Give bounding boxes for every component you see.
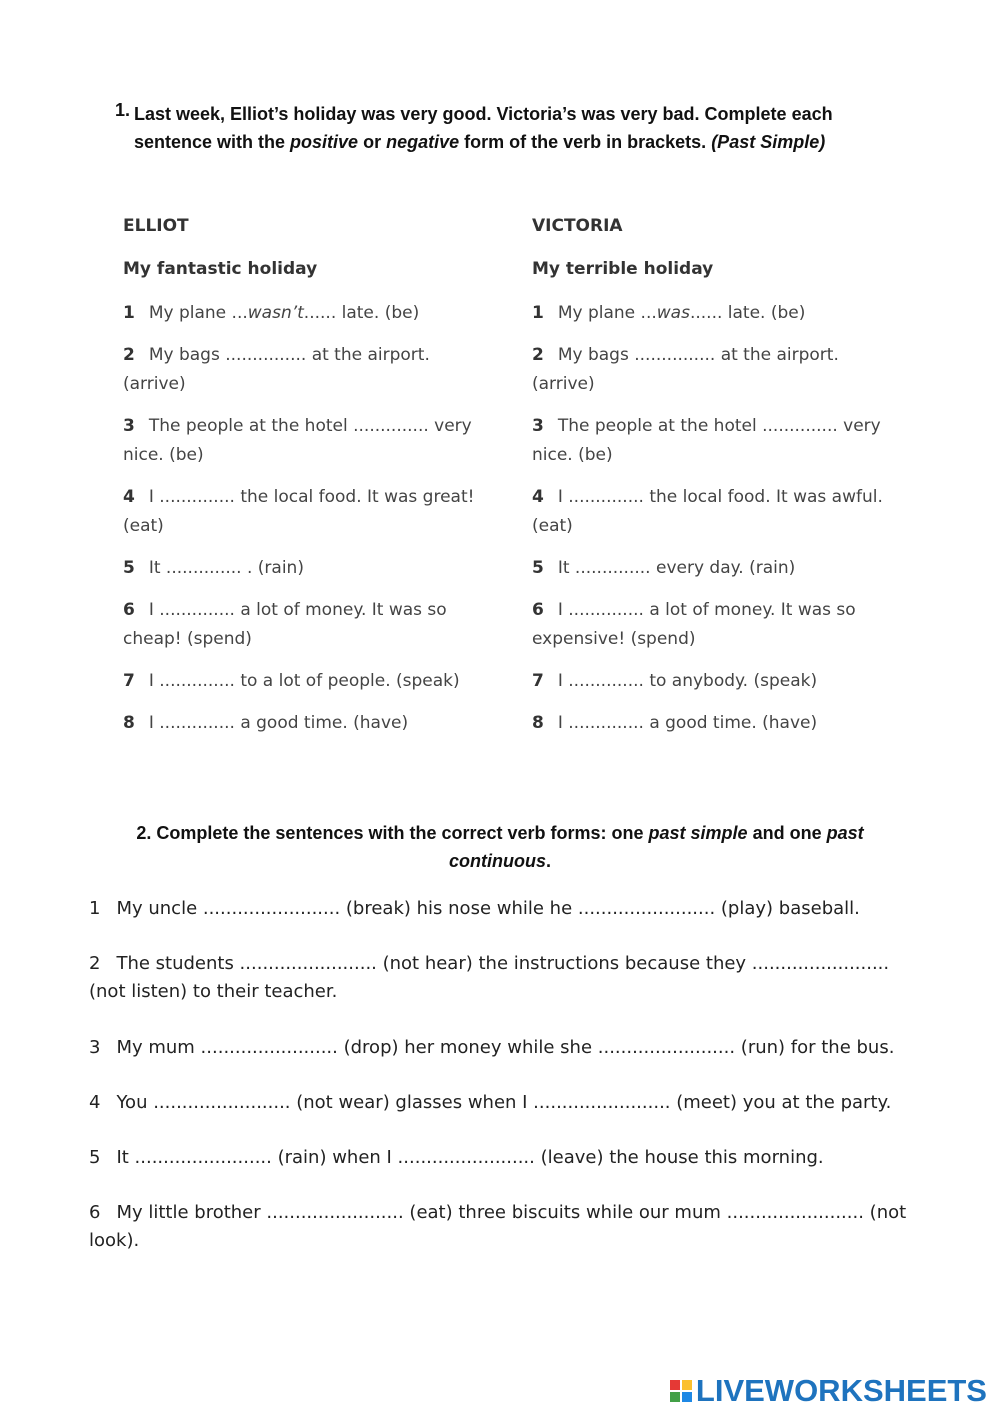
victoria-item-list xyxy=(532,299,892,738)
victoria-item xyxy=(532,667,892,696)
victoria-item xyxy=(532,709,892,738)
sentence-number: 2 xyxy=(89,953,101,974)
item-number: 6 xyxy=(532,600,544,620)
logo-square xyxy=(670,1392,680,1402)
item-number: 4 xyxy=(532,487,544,507)
instruction-segment: form of the verb in brackets. xyxy=(459,132,712,152)
liveworksheets-logo-icon xyxy=(670,1380,692,1402)
victoria-name: VICTORIA xyxy=(532,216,623,236)
elliot-subtitle: My fantastic holiday xyxy=(123,259,318,279)
item-number: 1 xyxy=(532,303,544,323)
logo-square xyxy=(682,1380,692,1390)
item-number: 5 xyxy=(532,558,544,578)
item-text: I .............. the local food. It was great! (eat) xyxy=(123,487,475,536)
victoria-item xyxy=(532,412,892,470)
example-answer: was xyxy=(656,303,690,323)
title-segment: 2. Complete the sentences with the correct verb forms: one xyxy=(136,823,649,843)
victoria-item xyxy=(532,596,892,654)
liveworksheets-logo xyxy=(670,1373,987,1409)
victoria-item xyxy=(532,341,892,399)
item-text: I .............. the local food. It was awful. (eat) xyxy=(532,487,883,536)
victoria-column xyxy=(532,213,892,751)
instruction-segment: positive xyxy=(290,132,359,152)
item-number: 5 xyxy=(123,558,135,578)
instruction-segment: or xyxy=(358,132,387,152)
item-number: 1 xyxy=(123,303,135,323)
liveworksheets-logo-text: LIVEWORKSHEETS xyxy=(695,1373,987,1408)
item-text: I .............. a lot of money. It was so expensive! (spend) xyxy=(532,600,856,649)
elliot-item xyxy=(123,341,483,399)
item-number: 7 xyxy=(532,671,544,691)
elliot-item xyxy=(123,554,483,583)
item-text: I .............. a good time. (have) xyxy=(148,713,409,733)
exercise-1-number: 1. xyxy=(115,100,131,120)
item-text-before: My plane ... xyxy=(148,303,248,323)
sentence-text: My little brother ........................ (eat) three biscuits while our mum ........................ (not look). xyxy=(89,1202,907,1251)
item-text: The people at the hotel .............. very nice. (be) xyxy=(532,416,881,465)
item-number: 3 xyxy=(532,416,544,436)
item-text-after: ...... late. (be) xyxy=(689,303,806,323)
item-text-after: ...... late. (be) xyxy=(303,303,420,323)
victoria-item xyxy=(532,554,892,583)
elliot-item xyxy=(123,412,483,470)
exercise-1-instruction xyxy=(134,100,894,156)
instruction-segment: (Past Simple) xyxy=(711,132,826,152)
sentence-number: 5 xyxy=(89,1147,101,1168)
item-text: It .............. . (rain) xyxy=(148,558,304,578)
logo-square xyxy=(670,1380,680,1390)
item-text: It .............. every day. (rain) xyxy=(557,558,796,578)
sentence-number: 6 xyxy=(89,1202,101,1223)
exercise-2-sentence xyxy=(89,1034,909,1062)
item-text: I .............. to a lot of people. (speak) xyxy=(148,671,460,691)
exercise-2-sentence xyxy=(89,1199,909,1255)
item-number: 8 xyxy=(532,713,544,733)
elliot-item xyxy=(123,709,483,738)
item-number: 2 xyxy=(123,345,135,365)
item-text: My bags ............... at the airport. (arrive) xyxy=(532,345,839,394)
logo-square xyxy=(682,1392,692,1402)
sentence-text: It ........................ (rain) when I ........................ (leave) the house this morning. xyxy=(116,1147,824,1168)
victoria-item xyxy=(532,483,892,541)
item-text: I .............. a lot of money. It was so cheap! (spend) xyxy=(123,600,447,649)
sentence-text: My mum ........................ (drop) her money while she ........................ (run) for the bus. xyxy=(116,1037,895,1058)
sentence-number: 3 xyxy=(89,1037,101,1058)
item-text: I .............. a good time. (have) xyxy=(557,713,818,733)
item-text: I .............. to anybody. (speak) xyxy=(557,671,818,691)
sentence-text: The students ........................ (not hear) the instructions because they ........................ (not listen) to their teacher. xyxy=(89,953,890,1002)
exercise-2-title xyxy=(90,819,910,875)
example-answer: wasn’t xyxy=(247,303,304,323)
instruction-segment: Last week, Elliot’s holiday was very good. Victoria’s was very bad. Complete each sentence with the xyxy=(134,104,833,152)
item-number: 8 xyxy=(123,713,135,733)
title-segment: . xyxy=(545,851,551,871)
exercise-2-sentence xyxy=(89,1089,909,1117)
item-text-before: My plane ... xyxy=(557,303,657,323)
elliot-item xyxy=(123,483,483,541)
elliot-item xyxy=(123,667,483,696)
victoria-subtitle: My terrible holiday xyxy=(532,259,714,279)
item-text: The people at the hotel .............. very nice. (be) xyxy=(123,416,472,465)
exercise-2-sentence xyxy=(89,895,909,923)
elliot-item xyxy=(123,299,483,328)
item-number: 7 xyxy=(123,671,135,691)
sentence-text: My uncle ........................ (break) his nose while he ........................ (play) baseball. xyxy=(116,898,860,919)
exercise-2-sentence xyxy=(89,1144,909,1172)
instruction-segment: negative xyxy=(386,132,460,152)
elliot-item xyxy=(123,596,483,654)
elliot-item-list xyxy=(123,299,483,738)
elliot-column xyxy=(123,213,483,751)
item-number: 6 xyxy=(123,600,135,620)
elliot-name: ELLIOT xyxy=(123,216,189,236)
item-number: 3 xyxy=(123,416,135,436)
title-segment: and one xyxy=(747,823,827,843)
sentence-text: You ........................ (not wear) glasses when I ........................ (meet) you at the party. xyxy=(116,1092,892,1113)
victoria-item xyxy=(532,299,892,328)
title-segment: past continuous xyxy=(448,823,864,871)
sentence-number: 4 xyxy=(89,1092,101,1113)
item-number: 4 xyxy=(123,487,135,507)
item-number: 2 xyxy=(532,345,544,365)
exercise-2-sentence xyxy=(89,950,909,1006)
item-text: My bags ............... at the airport. (arrive) xyxy=(123,345,430,394)
title-segment: past simple xyxy=(648,823,748,843)
sentence-number: 1 xyxy=(89,898,101,919)
